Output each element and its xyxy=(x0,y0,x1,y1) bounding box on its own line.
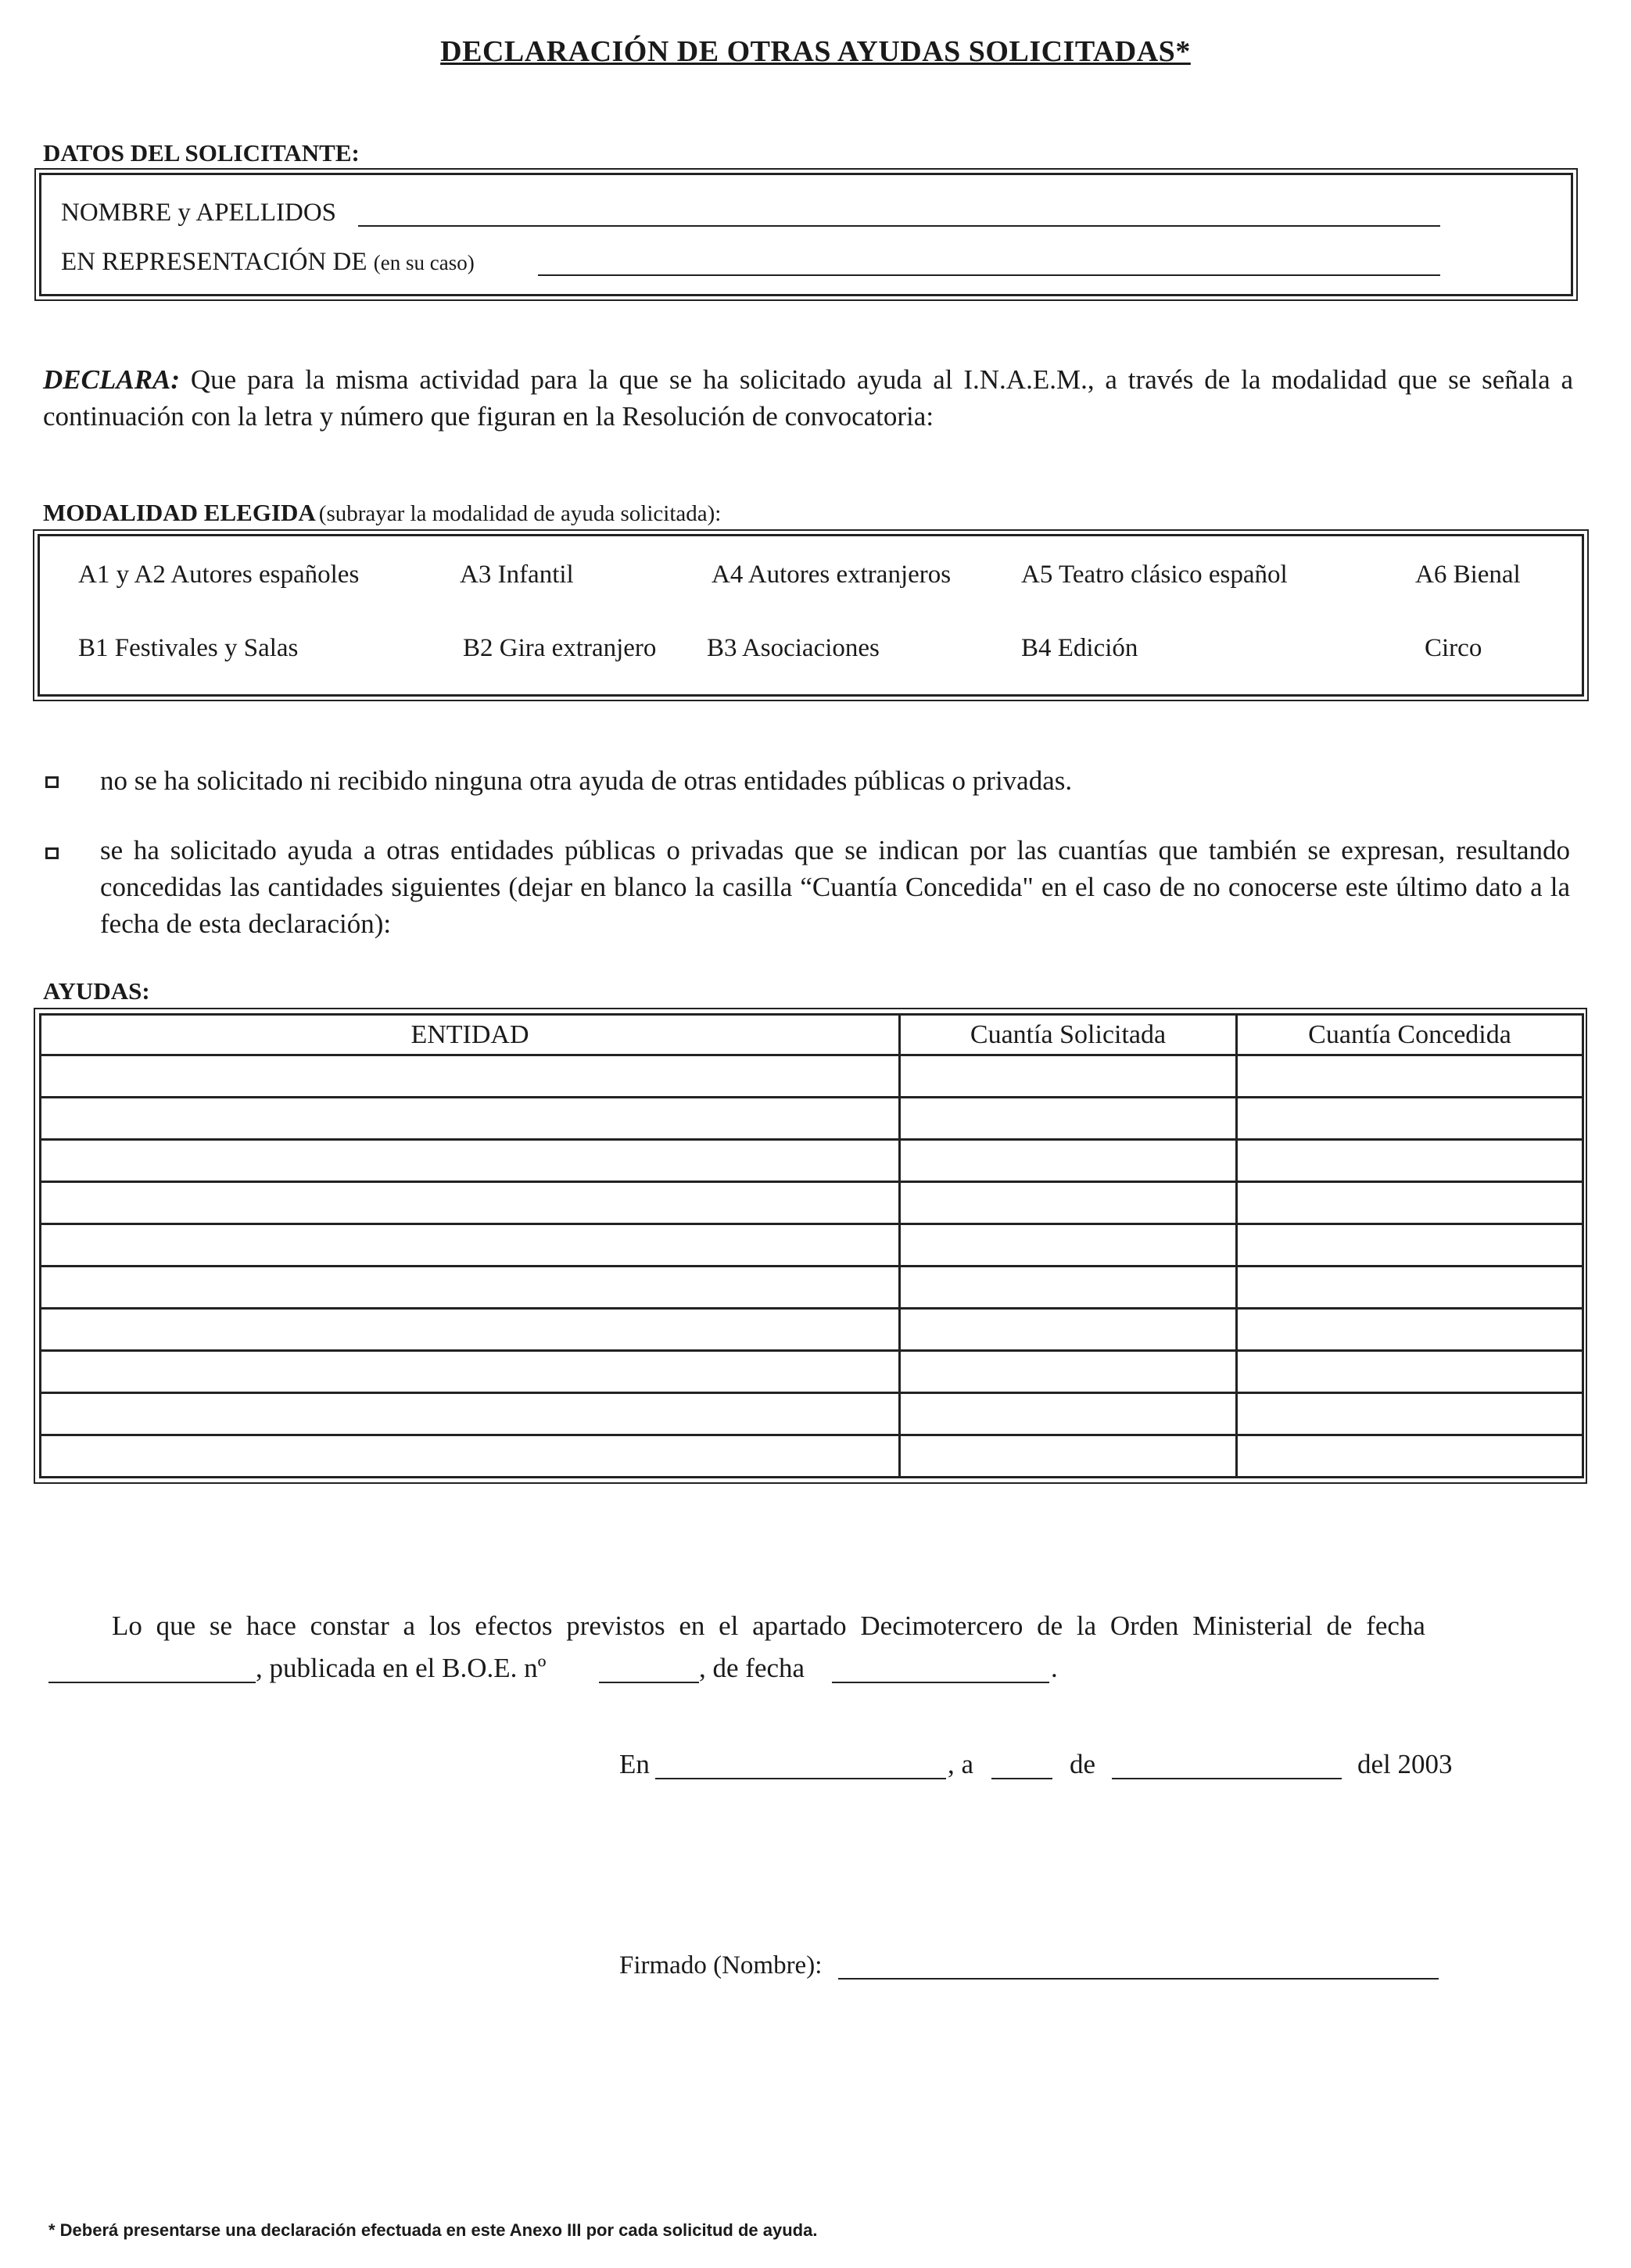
table-row xyxy=(41,1098,1583,1140)
nombre-label: NOMBRE y APELLIDOS xyxy=(61,199,337,227)
boe-fecha-field[interactable] xyxy=(832,1682,1049,1683)
constancia-de-fecha: , de fecha xyxy=(699,1653,805,1683)
entidad-cell[interactable] xyxy=(41,1309,900,1351)
cuantia-concedida-cell[interactable] xyxy=(1237,1224,1583,1267)
table-row xyxy=(41,1182,1583,1224)
table-row xyxy=(41,1393,1583,1435)
cuantia-solicitada-cell[interactable] xyxy=(900,1351,1237,1393)
representacion-label: EN REPRESENTACIÓN DE xyxy=(61,248,367,276)
cuantia-concedida-cell[interactable] xyxy=(1237,1182,1583,1224)
entidad-cell[interactable] xyxy=(41,1435,900,1478)
lugar-field[interactable] xyxy=(655,1778,946,1779)
representacion-note: (en su caso) xyxy=(373,251,475,274)
declara-text: Que para la misma actividad para la que se ha solicitado ayuda al I.N.A.E.M., a través de la modalidad que se señala a continuación con la letra y número que figuran en la Resolución de convocatoria: xyxy=(43,364,1573,432)
footnote: * Deberá presentarse una declaración efectuada en este Anexo III por cada solicitud de ayuda. xyxy=(48,2220,818,2240)
lugar-a: , a xyxy=(948,1749,974,1779)
option-si-ayuda-checkbox[interactable] xyxy=(45,847,59,859)
constancia-line1: Lo que se hace constar a los efectos previstos en el apartado Decimotercero de la Orden Ministerial de fecha xyxy=(112,1611,1425,1641)
cuantia-concedida-cell[interactable] xyxy=(1237,1351,1583,1393)
table-row xyxy=(41,1267,1583,1309)
table-row xyxy=(41,1140,1583,1182)
cuantia-concedida-cell[interactable] xyxy=(1237,1098,1583,1140)
entidad-cell[interactable] xyxy=(41,1182,900,1224)
modalidad-box xyxy=(38,534,1584,697)
representacion-label-wrap xyxy=(61,247,475,278)
cuantia-concedida-cell[interactable] xyxy=(1237,1393,1583,1435)
modalidad-a3[interactable]: A3 Infantil xyxy=(460,561,574,589)
cuantia-solicitada-cell[interactable] xyxy=(900,1267,1237,1309)
table-row xyxy=(41,1224,1583,1267)
cuantia-concedida-cell[interactable] xyxy=(1237,1055,1583,1098)
firmado-label: Firmado (Nombre): xyxy=(619,1951,823,1980)
constancia-period: . xyxy=(1051,1653,1058,1683)
entidad-cell[interactable] xyxy=(41,1267,900,1309)
entidad-cell[interactable] xyxy=(41,1224,900,1267)
constancia-publicada: , publicada en el B.O.E. nº xyxy=(256,1653,547,1683)
lugar-anio: del 2003 xyxy=(1357,1749,1453,1779)
table-row xyxy=(41,1351,1583,1393)
col-entidad: ENTIDAD xyxy=(41,1015,900,1055)
cuantia-concedida-cell[interactable] xyxy=(1237,1267,1583,1309)
representacion-field[interactable] xyxy=(538,274,1440,276)
page-title: DECLARACIÓN DE OTRAS AYUDAS SOLICITADAS* xyxy=(440,35,1191,68)
modalidad-heading-wrap xyxy=(43,499,721,527)
cuantia-solicitada-cell[interactable] xyxy=(900,1055,1237,1098)
orden-fecha-field[interactable] xyxy=(48,1682,256,1683)
option-no-ayuda-checkbox[interactable] xyxy=(45,776,59,788)
cuantia-solicitada-cell[interactable] xyxy=(900,1182,1237,1224)
modalidad-heading-note: (subrayar la modalidad de ayuda solicitada): xyxy=(318,501,722,526)
ayudas-table xyxy=(39,1013,1584,1478)
modalidad-a1a2[interactable]: A1 y A2 Autores españoles xyxy=(78,561,360,589)
option-no-ayuda-text: no se ha solicitado ni recibido ninguna otra ayuda de otras entidades públicas o privadas. xyxy=(100,765,1073,796)
modalidad-a5[interactable]: A5 Teatro clásico español xyxy=(1021,561,1288,589)
ayudas-header-row xyxy=(41,1015,1583,1055)
cuantia-solicitada-cell[interactable] xyxy=(900,1393,1237,1435)
datos-heading: DATOS DEL SOLICITANTE: xyxy=(43,139,360,167)
entidad-cell[interactable] xyxy=(41,1055,900,1098)
entidad-cell[interactable] xyxy=(41,1351,900,1393)
cuantia-concedida-cell[interactable] xyxy=(1237,1309,1583,1351)
cuantia-concedida-cell[interactable] xyxy=(1237,1435,1583,1478)
table-row xyxy=(41,1055,1583,1098)
cuantia-solicitada-cell[interactable] xyxy=(900,1140,1237,1182)
declara-lead: DECLARA: xyxy=(43,364,181,395)
entidad-cell[interactable] xyxy=(41,1098,900,1140)
option-si-ayuda-text: se ha solicitado ayuda a otras entidades públicas o privadas que se indican por las cuantías que también se expresan, resultando concedidas las cantidades siguientes (dejar en blanco la casilla “Cuantía Concedida" en el caso de no conocerse este último dato a la fecha de esta declaración): xyxy=(100,835,1570,939)
cuantia-concedida-cell[interactable] xyxy=(1237,1140,1583,1182)
modalidad-circo[interactable]: Circo xyxy=(1425,634,1482,662)
modalidad-a4[interactable]: A4 Autores extranjeros xyxy=(712,561,952,589)
entidad-cell[interactable] xyxy=(41,1140,900,1182)
boe-numero-field[interactable] xyxy=(599,1682,699,1683)
table-row xyxy=(41,1309,1583,1351)
nombre-field[interactable] xyxy=(358,225,1440,227)
ayudas-heading: AYUDAS: xyxy=(43,977,150,1005)
cuantia-solicitada-cell[interactable] xyxy=(900,1224,1237,1267)
modalidad-heading: MODALIDAD ELEGIDA xyxy=(43,499,316,526)
modalidad-b3[interactable]: B3 Asociaciones xyxy=(707,634,880,662)
modalidad-a6[interactable]: A6 Bienal xyxy=(1415,561,1521,589)
modalidad-b2[interactable]: B2 Gira extranjero xyxy=(463,634,657,662)
mes-field[interactable] xyxy=(1112,1778,1342,1779)
ayudas-table-wrap xyxy=(39,1013,1582,1478)
cuantia-solicitada-cell[interactable] xyxy=(900,1435,1237,1478)
lugar-de: de xyxy=(1070,1749,1096,1779)
cuantia-solicitada-cell[interactable] xyxy=(900,1309,1237,1351)
cuantia-solicitada-cell[interactable] xyxy=(900,1098,1237,1140)
modalidad-b1[interactable]: B1 Festivales y Salas xyxy=(78,634,299,662)
modalidad-b4[interactable]: B4 Edición xyxy=(1021,634,1138,662)
firmado-field[interactable] xyxy=(838,1978,1439,1980)
col-cuantia-concedida: Cuantía Concedida xyxy=(1237,1015,1583,1055)
declara-paragraph xyxy=(43,361,1573,435)
entidad-cell[interactable] xyxy=(41,1393,900,1435)
lugar-en: En xyxy=(619,1749,650,1779)
col-cuantia-solicitada: Cuantía Solicitada xyxy=(900,1015,1237,1055)
table-row xyxy=(41,1435,1583,1478)
dia-field[interactable] xyxy=(991,1778,1052,1779)
